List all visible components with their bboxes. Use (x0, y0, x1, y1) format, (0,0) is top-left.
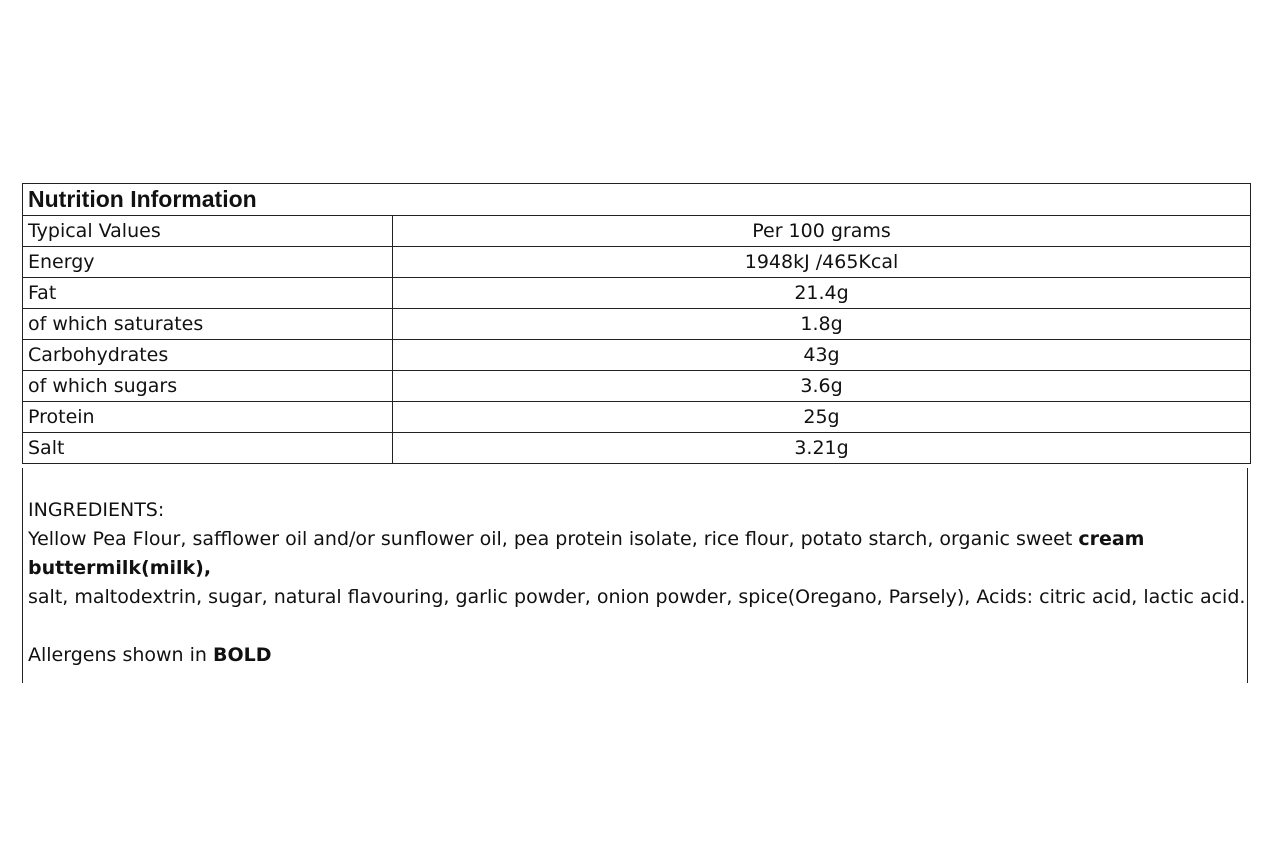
nutrient-name: Protein (23, 402, 393, 433)
nutrient-value: 21.4g (393, 278, 1251, 309)
nutrient-name: Carbohydrates (23, 340, 393, 371)
table-row (23, 340, 1251, 371)
allergen-text: cream (1078, 528, 1145, 550)
typical-values-label: Typical Values (23, 216, 393, 247)
ingredients-text: Yellow Pea Flour, safflower oil and/or sunflower oil, pea protein isolate, rice flour, potato starch, organic sweet (28, 528, 1079, 550)
table-row (23, 371, 1251, 402)
ingredients-line-2 (28, 554, 1247, 583)
table-row (23, 402, 1251, 433)
nutrient-name: Fat (23, 278, 393, 309)
table-row (23, 309, 1251, 340)
nutrient-value: 25g (393, 402, 1251, 433)
ingredients-line-3: salt, maltodextrin, sugar, natural flavouring, garlic powder, onion powder, spice(Oregano, Parsely), Acids: citric acid, lactic acid. (28, 586, 1246, 608)
nutrient-name: Salt (23, 433, 393, 464)
nutrition-title: Nutrition Information (23, 184, 1251, 216)
table-row (23, 247, 1251, 278)
per-100-grams-label: Per 100 grams (393, 216, 1251, 247)
allergens-note (28, 641, 1247, 670)
nutrition-table-body (23, 184, 1251, 464)
allergens-note-emphasis: BOLD (213, 644, 272, 666)
ingredients-heading: INGREDIENTS: (28, 499, 165, 521)
table-row (23, 278, 1251, 309)
nutrient-name: Energy (23, 247, 393, 278)
allergens-note-text: Allergens shown in (28, 644, 213, 666)
nutrition-label-panel (22, 183, 1250, 683)
ingredients-line-1 (28, 525, 1247, 554)
nutrient-value: 1.8g (393, 309, 1251, 340)
table-row (23, 433, 1251, 464)
allergen-text: buttermilk(milk), (28, 557, 212, 579)
ingredients-section (22, 468, 1248, 683)
nutrient-value: 43g (393, 340, 1251, 371)
nutrition-title-row (23, 184, 1251, 216)
nutrient-value: 3.6g (393, 371, 1251, 402)
nutrient-value: 1948kJ /465Kcal (393, 247, 1251, 278)
nutrition-table (22, 183, 1251, 464)
nutrient-value: 3.21g (393, 433, 1251, 464)
nutrition-header-row (23, 216, 1251, 247)
nutrient-name: of which saturates (23, 309, 393, 340)
nutrient-name: of which sugars (23, 371, 393, 402)
